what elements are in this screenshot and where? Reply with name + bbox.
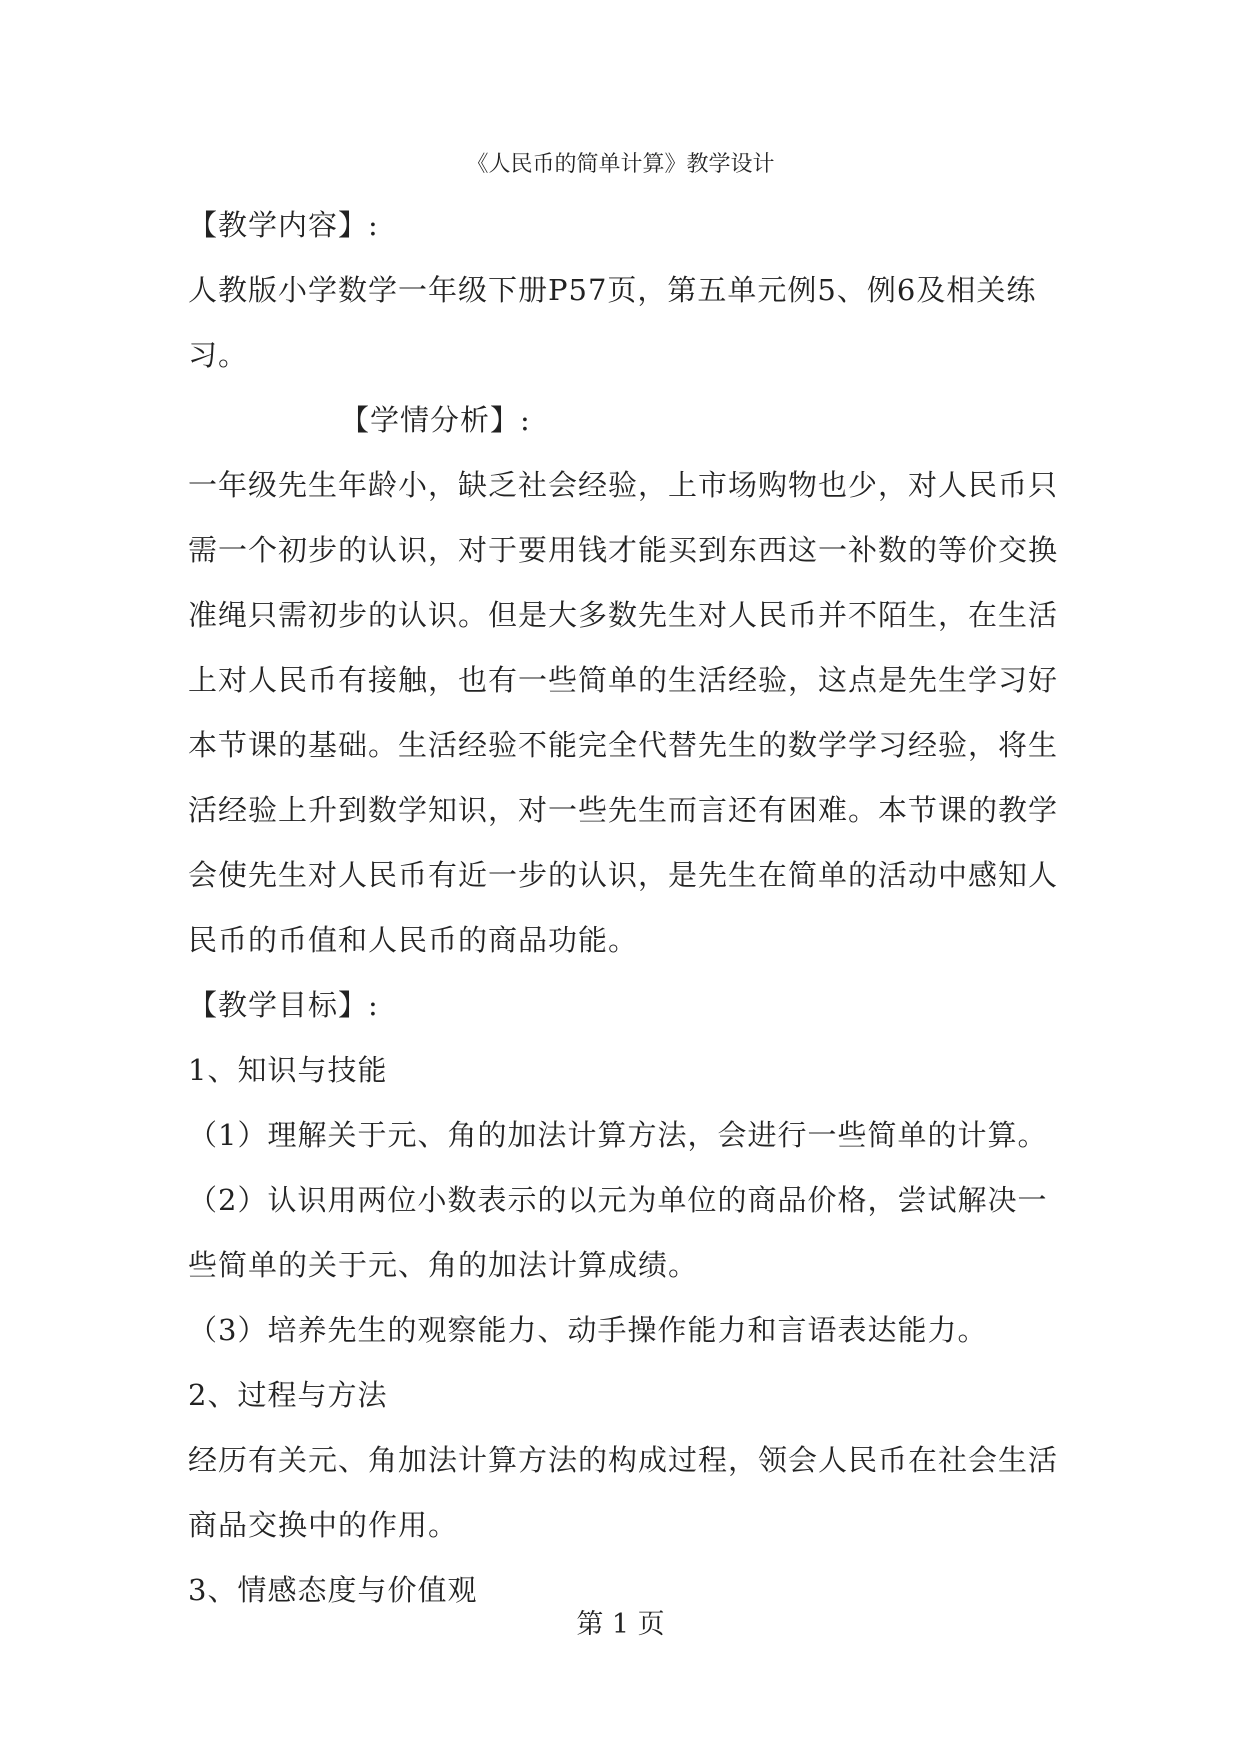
list-item: （2）认识用两位小数表示的以元为单位的商品价格，尝试解决一 [188, 1183, 1048, 1217]
page-number: 第 1 页 [576, 1609, 665, 1640]
heading-student-analysis: 【学情分析】: [340, 403, 531, 437]
list-item-continuation: 些简单的关于元、角的加法计算成绩。 [188, 1248, 699, 1282]
paragraph-line: 活经验上升到数学知识，对一些先生而言还有困难。本节课的教学 [188, 793, 1059, 827]
paragraph-line: 会使先生对人民币有近一步的认识，是先生在简单的活动中感知人 [188, 858, 1059, 892]
paragraph-line: 经历有关元、角加法计算方法的构成过程，领会人民币在社会生活 [188, 1443, 1059, 1477]
paragraph-line: 民币的币值和人民币的商品功能。 [188, 923, 639, 957]
document-title: 《人民币的简单计算》教学设计 [466, 152, 775, 177]
subheading-emotion-values: 3、情感态度与价值观 [188, 1573, 478, 1607]
list-item: （1）理解关于元、角的加法计算方法，会进行一些简单的计算。 [188, 1118, 1048, 1152]
paragraph-line: 需一个初步的认识，对于要用钱才能买到东西这一补数的等价交换 [188, 533, 1059, 567]
subheading-process-methods: 2、过程与方法 [188, 1378, 388, 1412]
paragraph-line: 商品交换中的作用。 [188, 1508, 459, 1542]
paragraph-line: 人教版小学数学一年级下册P57页，第五单元例5、例6及相关练 [188, 273, 1037, 307]
subheading-knowledge-skills: 1、知识与技能 [188, 1053, 388, 1087]
paragraph-line: 习。 [188, 338, 249, 372]
heading-teaching-content: 【教学内容】: [188, 208, 379, 242]
paragraph-line: 上对人民币有接触，也有一些简单的生活经验，这点是先生学习好 [188, 663, 1059, 697]
heading-teaching-goals: 【教学目标】: [188, 988, 379, 1022]
paragraph-line: 准绳只需初步的认识。但是大多数先生对人民币并不陌生，在生活 [188, 598, 1059, 632]
paragraph-line: 本节课的基础。生活经验不能完全代替先生的数学学习经验，将生 [188, 728, 1059, 762]
list-item: （3）培养先生的观察能力、动手操作能力和言语表达能力。 [188, 1313, 988, 1347]
document-body [188, 193, 1088, 1623]
paragraph-line: 一年级先生年龄小，缺乏社会经验，上市场购物也少，对人民币只 [188, 468, 1059, 502]
